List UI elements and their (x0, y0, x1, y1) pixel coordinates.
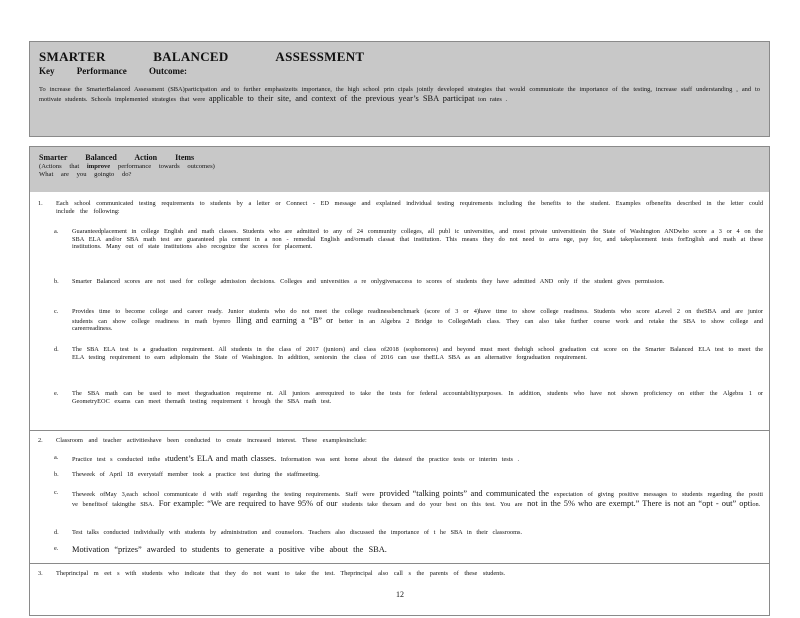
sub-item-letter: a. (54, 228, 59, 235)
sub-item-text (72, 454, 763, 464)
sub-item-text-large: Motivation “prizes” awarded to students to generate a positive vibe about the SBA. (72, 545, 387, 554)
action-items-question: What are you goingto do? (39, 171, 132, 178)
kpo-label: Key Performance Outcome: (39, 66, 187, 76)
subtitle-bold: improve (86, 163, 111, 170)
sub-item-text-part: Provides time to become college and career ready. Junior students who do not meet the college readinessbenchmark (score of 3 or 4)have time to show college readiness. Students who score aLevel 2 on theSBA and are junior students can show college readiness in math byenro (72, 308, 763, 325)
action-item-1 (38, 200, 763, 215)
sub-item-letter: b. (54, 471, 59, 478)
sub-item-text (72, 489, 763, 508)
action-items-title: Smarter Balanced Action Items (39, 153, 195, 162)
sub-item-letter: e. (54, 545, 59, 552)
item-text: Each school communicated testing requirements to students by a letter or Connect - ED message and explained individual testing requirements including the benefits to the student. Examples ofbenefits described in the letter could include the following: (56, 200, 763, 215)
sub-item-letter: e. (54, 390, 59, 397)
sub-item-text-part: Theweek ofMay 3,each school communicate d with staff regarding the testing requirements. Staff were (72, 491, 375, 498)
sub-item-text-large: not in the 5% who are exempt.” There is not an “opt - out” opti (527, 498, 753, 508)
sub-item-text-part: on. (752, 500, 761, 508)
sub-item-text-large: provided “talking points” and communicated the (379, 489, 549, 498)
section-divider (30, 563, 769, 564)
sub-item-letter: d. (54, 529, 59, 536)
action-item-2 (38, 437, 763, 445)
sub-item-text: The SBA ELA test is a graduation requirement. All students in the class of 2017 (juniors) and class of2018 (sophomores) and beyond must meet thehigh school graduation cut score on the Smarter Balanced ELA test to meet the ELA testing requirement to earn adiplomain the State of Washington. In addition, seniorsin the class of 2016 can use theELA SBA as an alternative forgraduation requirement. (72, 346, 763, 361)
item-text: Theprincipal m eet s with students who indicate that they do not want to take the test. Theprincipal also call s the parents of these students. (56, 570, 506, 577)
item-text: Classroom and teacher activitieshave been conducted to create increased interest. These examplesinclude: (56, 437, 367, 444)
intro-text-large: applicable to their site, and context of the previous year’s SBA participat (208, 94, 475, 103)
sub-item-text: Theweek of April 18 everystaff member took a practice test during the staffmeeting. (72, 471, 320, 478)
sub-item-text-large: lling and earning a “B” or (236, 315, 334, 325)
section-divider (30, 430, 769, 431)
sub-item-2a (54, 454, 763, 464)
item-number: 2. (38, 437, 43, 444)
action-items-header (29, 146, 770, 192)
sub-item-2d (54, 529, 763, 537)
sub-item-letter: c. (54, 489, 59, 496)
intro-paragraph (39, 86, 760, 104)
sub-item-text-part: Practice test s conducted inthe s (72, 456, 168, 463)
action-items-subtitle (39, 163, 760, 171)
sub-item-letter: b. (54, 278, 59, 285)
sub-item-1a (54, 228, 763, 251)
sub-item-2b (54, 471, 763, 479)
sub-item-1d (54, 346, 763, 361)
key-performance-outcome-box (29, 41, 770, 137)
sub-item-text: Test talks conducted individually with students by administration and counselors. Teachers also discussed the importance of t he SBA in their classrooms. (72, 529, 523, 536)
subtitle-post: performance towards outcomes) (117, 163, 215, 170)
item-number: 1. (38, 200, 43, 207)
sub-item-text: The SBA math can be used to meet thegraduation requireme nt. All juniors arerequired to take the tests for federal accountabilitypurposes. In addition, students who have not shown proficiency on either the Algebra 1 or GeometryEOC exams can meet themath testing requirement t hrough the SBA math test. (72, 390, 763, 405)
sub-item-1b (54, 278, 763, 286)
page-number: 12 (396, 590, 404, 599)
sub-item-text-part: expectation of giving positive messages to students regarding the positi ve benefitsof takingthe SBA. (72, 491, 763, 508)
sub-item-text-large: For example: “We are required to have 95% of our (158, 498, 338, 508)
sub-item-text (72, 308, 763, 333)
sub-item-1e (54, 390, 763, 405)
sub-item-2e (54, 545, 763, 554)
item-number: 3. (38, 570, 43, 577)
page-title: SMARTER BALANCED ASSESSMENT (39, 49, 365, 64)
sub-item-text-part: students take thexam and do your best on this test. You are (342, 500, 523, 508)
subtitle-pre: (Actions that (39, 163, 80, 170)
sub-item-1c (54, 308, 763, 333)
action-item-3 (38, 570, 763, 578)
action-items-body (29, 192, 770, 616)
sub-item-text: Guaranteedplacement in college English and math classes. Students who are admitted to any of 24 community colleges, all publ ic universities, and most private universitiesin the State of Washington ANDwho score a 3 or 4 on the SBA ELA and/or SBA math test are guaranteed pla cement in a non - remedial English and/ormath classat that institution. This means they do not need to arra nge, pay for, and takeplacement tests forEnglish and math at these institutions. Many out of state institutions also recognize the scores for placement. (72, 228, 763, 251)
sub-item-text-large: tudent’s ELA and math classes. (167, 454, 277, 463)
sub-item-text-part: Information was sent home about the datesof the practice tests or interim tests . (280, 456, 520, 463)
sub-item-letter: d. (54, 346, 59, 353)
sub-item-letter: c. (54, 308, 59, 315)
intro-text: To increase the SmarterBalanced Assessment (SBA)participation and to further emphasizeits importance, the high school prin cipals jointly developed strategies that would communicate the importance of the testing, increase staff understanding , and to motivate students. Schools implemented strategies that were (39, 86, 760, 103)
sub-item-text-part: better in an Algebra 2 Bridge to CollegeMath class. They can also take further course work and retake the SBA to show college and careerreadiness. (72, 317, 764, 333)
sub-item-2c (54, 489, 763, 508)
intro-text-end: ion rates . (478, 96, 508, 103)
sub-item-letter: a. (54, 454, 59, 461)
sub-item-text: Smarter Balanced scores are not used for college admission decisions. Colleges and universities a re onlygivenaccess to scores of students they have admitted AND only if the student gives permission. (72, 278, 665, 285)
